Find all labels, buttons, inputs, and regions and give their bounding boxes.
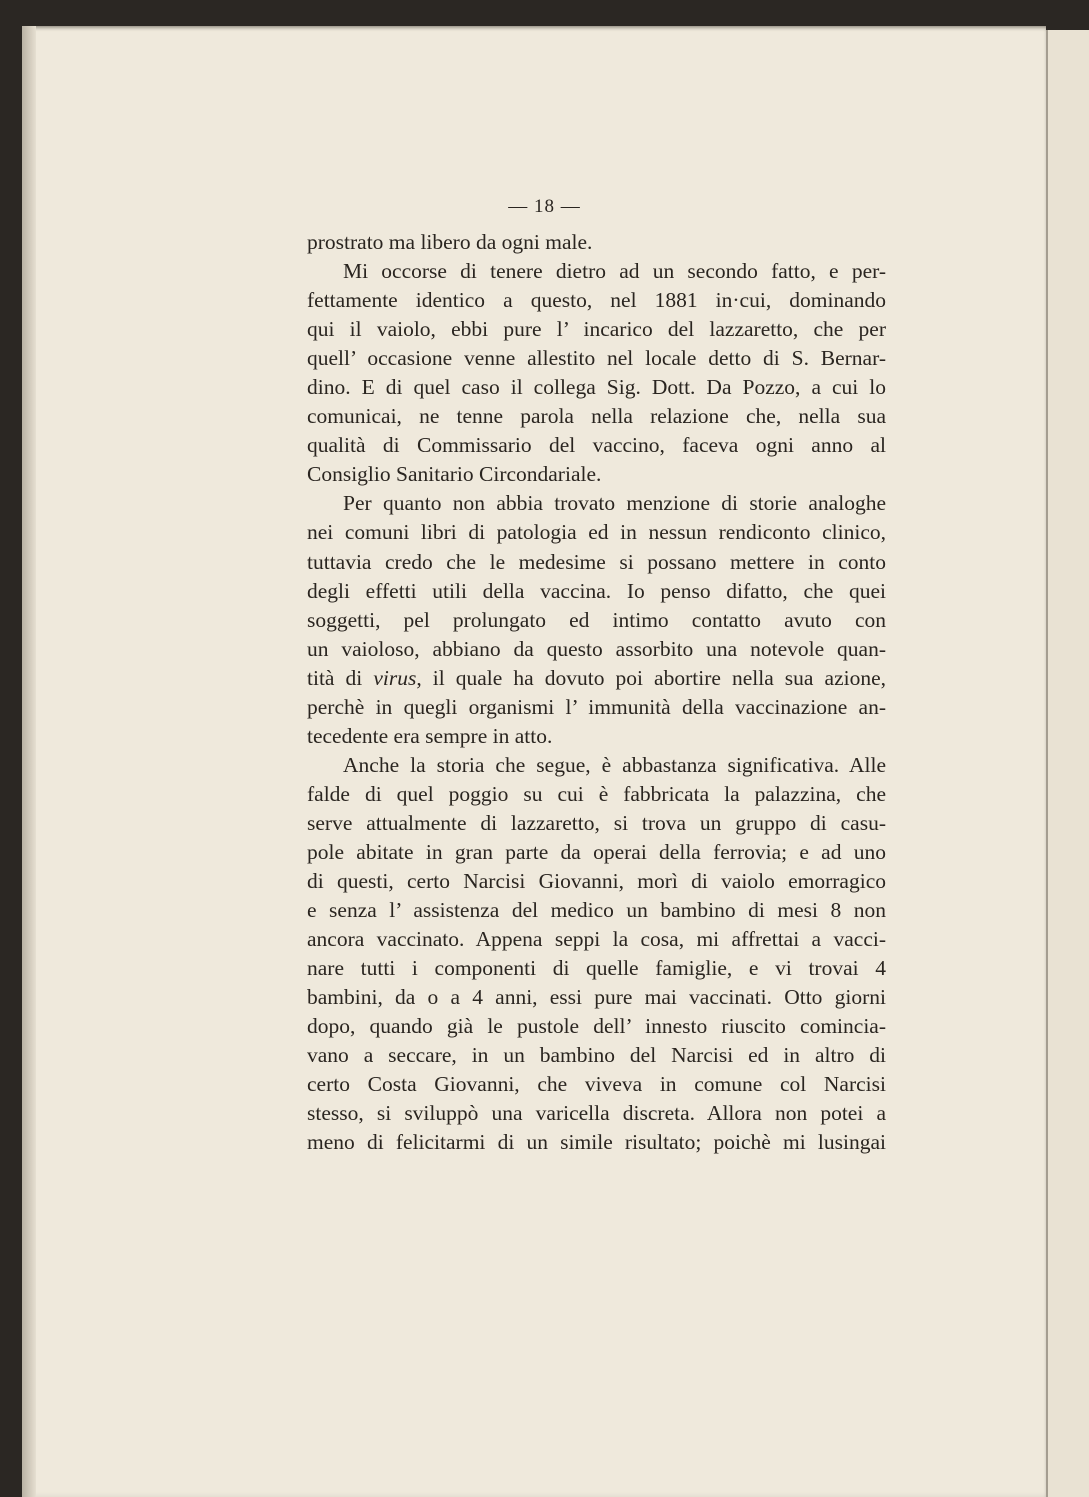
text-line: [307, 577, 886, 606]
text-line: [307, 664, 886, 693]
text-segment: fettamente identico a questo, nel 1881 in·cui, dominando: [307, 288, 886, 313]
page-binding-edge: [22, 26, 36, 1497]
text-segment: tità di: [307, 665, 374, 690]
text-line: [307, 373, 886, 402]
text-segment: comunicai, ne tenne parola nella relazione che, nella sua: [307, 404, 886, 429]
text-segment: , il quale ha dovuto poi abortire nella sua azione,: [416, 665, 887, 690]
text-line: [307, 257, 886, 286]
text-segment: ancora vaccinato. Appena seppi la cosa, mi affrettai a vacci-: [307, 927, 886, 952]
text-line: [307, 1012, 886, 1041]
text-segment: degli effetti utili della vaccina. Io penso difatto, che quei: [307, 578, 886, 603]
text-line: [307, 1099, 886, 1128]
text-line: [307, 489, 886, 518]
text-line: [307, 518, 886, 547]
text-segment: Anche la storia che segue, è abbastanza significativa. Alle: [343, 752, 886, 777]
text-line: [307, 460, 886, 489]
text-segment: di questi, certo Narcisi Giovanni, morì di vaiolo emorragico: [307, 869, 886, 894]
text-line: [307, 286, 886, 315]
text-line: [307, 606, 886, 635]
text-segment: stesso, si sviluppò una varicella discreta. Allora non potei a: [307, 1101, 886, 1126]
text-line: [307, 780, 886, 809]
text-segment: meno di felicitarmi di un simile risultato; poichè mi lusingai: [307, 1130, 886, 1155]
text-segment: tecedente era sempre in atto.: [307, 723, 553, 748]
text-line: [307, 635, 886, 664]
text-line: [307, 1128, 886, 1157]
page-number: — 18 —: [508, 196, 581, 217]
text-line: [307, 315, 886, 344]
text-segment: dino. E di quel caso il collega Sig. Dott. Da Pozzo, a cui lo: [307, 375, 886, 400]
text-segment: virus: [373, 665, 417, 690]
text-line: [307, 838, 886, 867]
text-line: [307, 925, 886, 954]
text-segment: un vaioloso, abbiano da questo assorbito una notevole quan-: [307, 636, 886, 661]
text-segment: bambini, da o a 4 anni, essi pure mai vaccinati. Otto giorni: [307, 985, 886, 1010]
text-line: [307, 896, 886, 925]
body-text: [307, 228, 886, 1158]
text-line: [307, 722, 886, 751]
text-line: [307, 344, 886, 373]
text-line: [307, 548, 886, 577]
text-line: [307, 1070, 886, 1099]
text-segment: serve attualmente di lazzaretto, si trova un gruppo di casu-: [307, 810, 886, 835]
text-line: [307, 431, 886, 460]
text-segment: nei comuni libri di patologia ed in nessun rendiconto clinico,: [307, 520, 886, 545]
text-line: [307, 983, 886, 1012]
adjacent-page-edge: [1046, 30, 1089, 1497]
text-segment: qualità di Commissario del vaccino, faceva ogni anno al: [307, 433, 886, 458]
text-segment: vano a seccare, in un bambino del Narcisi ed in altro di: [307, 1043, 886, 1068]
text-segment: Per quanto non abbia trovato menzione di storie analoghe: [343, 491, 886, 516]
text-line: [307, 228, 886, 257]
text-line: [307, 402, 886, 431]
text-segment: nare tutti i componenti di quelle famiglie, e vi trovai 4: [307, 956, 886, 981]
text-line: [307, 809, 886, 838]
text-segment: prostrato ma libero da ogni male.: [307, 230, 593, 254]
text-line: [307, 693, 886, 722]
text-line: [307, 954, 886, 983]
text-segment: Mi occorse di tenere dietro ad un secondo fatto, e per-: [343, 259, 886, 284]
text-line: [307, 751, 886, 780]
text-segment: Consiglio Sanitario Circondariale.: [307, 462, 602, 487]
text-segment: dopo, quando già le pustole dell’ innesto riuscito comincia-: [307, 1014, 886, 1039]
text-segment: pole abitate in gran parte da operai della ferrovia; e ad uno: [307, 839, 886, 864]
text-segment: certo Costa Giovanni, che viveva in comune col Narcisi: [307, 1072, 886, 1097]
text-segment: qui il vaiolo, ebbi pure l’ incarico del lazzaretto, che per: [307, 317, 886, 342]
text-segment: tuttavia credo che le medesime si possano mettere in conto: [307, 549, 886, 574]
text-line: [307, 867, 886, 896]
text-segment: quell’ occasione venne allestito nel locale detto di S. Bernar-: [307, 346, 886, 371]
text-line: [307, 1041, 886, 1070]
text-segment: soggetti, pel prolungato ed intimo contatto avuto con: [307, 607, 886, 632]
text-segment: e senza l’ assistenza del medico un bambino di mesi 8 non: [307, 898, 886, 923]
text-segment: falde di quel poggio su cui è fabbricata la palazzina, che: [307, 781, 886, 806]
text-segment: perchè in quegli organismi l’ immunità della vaccinazione an-: [307, 694, 886, 719]
